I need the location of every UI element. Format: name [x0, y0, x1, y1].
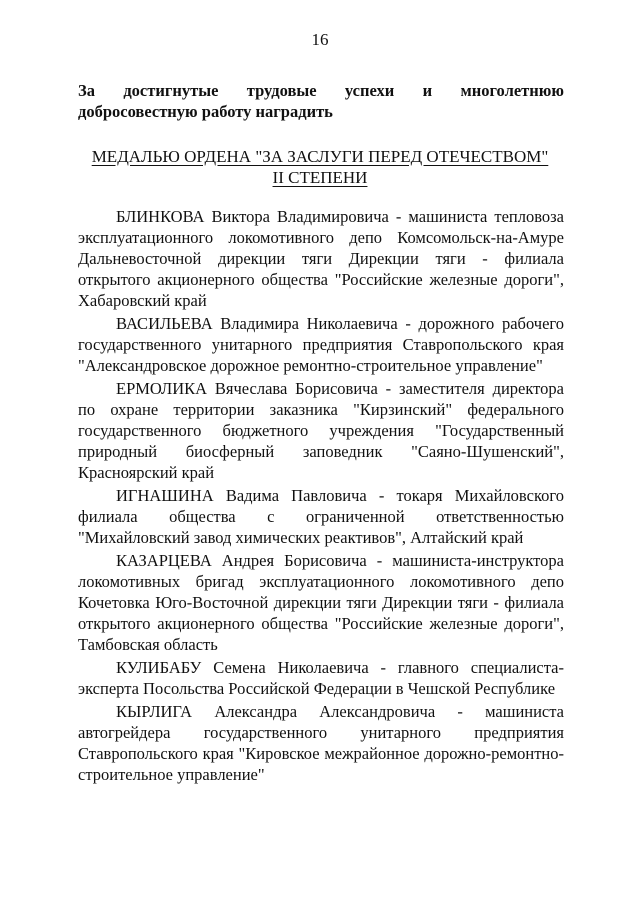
award-intro-line2: добросовестную работу наградить [78, 102, 333, 121]
medal-heading [0, 146, 640, 188]
medal-degree: II СТЕПЕНИ [272, 168, 368, 187]
award-intro [78, 80, 564, 122]
awardee-entry: КУЛИБАБУ Семена Николаевича - главного специалиста-эксперта Посольства Российской Федерации в Чешской Республике [78, 658, 564, 698]
award-intro-line1: За достигнутые трудовые успехи и многолетнюю [78, 81, 564, 100]
medal-title: МЕДАЛЬЮ ОРДЕНА "ЗА ЗАСЛУГИ ПЕРЕД ОТЕЧЕСТВОМ" [91, 147, 549, 166]
page-number: 16 [311, 30, 329, 49]
awardee-entry: БЛИНКОВА Виктора Владимировича - машиниста тепловоза эксплуатационного локомотивного депо Комсомольск-на-Амуре Дальневосточной дирекции тяги Дирекции тяги - филиала открытого акционерного общества "Российские железные дороги", Хабаровский край [78, 207, 564, 310]
awardee-entry: КАЗАРЦЕВА Андрея Борисовича - машиниста-инструктора локомотивных бригад эксплуатационного локомотивного депо Кочетовка Юго-Восточной дирекции тяги Дирекции тяги - филиала открытого акционерного общества "Российские железные дороги", Тамбовская область [78, 551, 564, 654]
awardee-list [78, 206, 564, 787]
awardee-entry: ВАСИЛЬЕВА Владимира Николаевича - дорожного рабочего государственного унитарного предприятия Ставропольского края "Александровское дорожное ремонтно-строительное управление" [78, 314, 564, 375]
awardee-entry: ИГНАШИНА Вадима Павловича - токаря Михайловского филиала общества с ограниченной ответственностью "Михайловский завод химических реактивов", Алтайский край [78, 486, 564, 547]
awardee-entry: ЕРМОЛИКА Вячеслава Борисовича - заместителя директора по охране территории заказника "Кирзинский" федерального государственного бюджетного учреждения "Государственный природный биосферный заповедник "Саяно-Шушенский", Красноярский край [78, 379, 564, 482]
awardee-entry: КЫРЛИГА Александра Александровича - машиниста автогрейдера государственного унитарного предприятия Ставропольского края "Кировское межрайонное дорожно-ремонтно-строительное управление" [78, 702, 564, 784]
